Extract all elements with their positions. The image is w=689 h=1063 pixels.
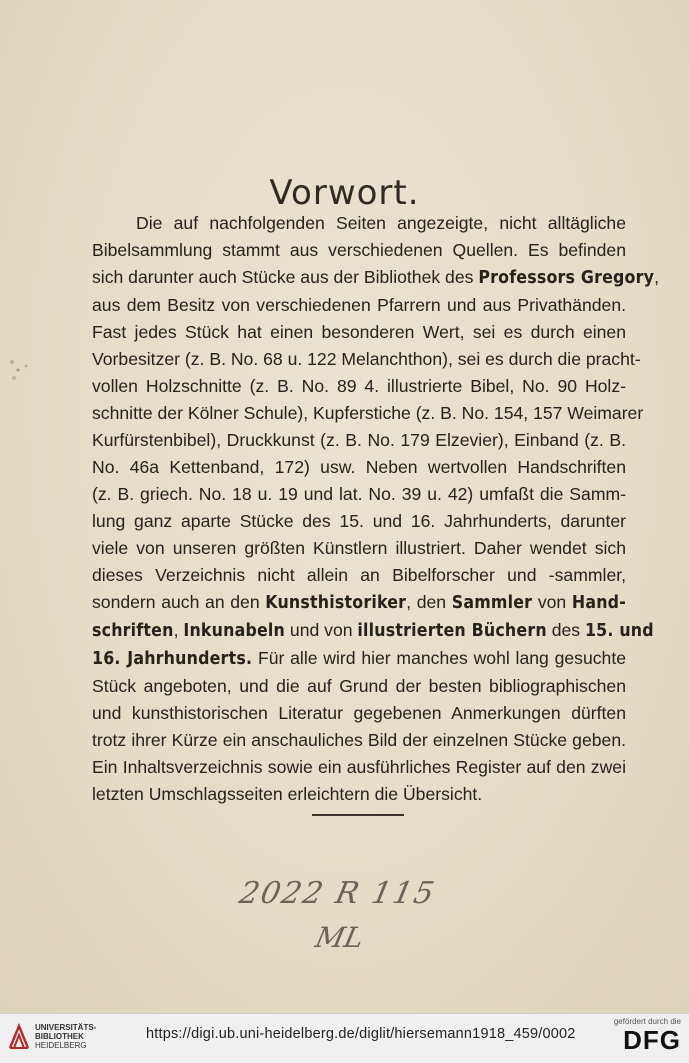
paragraph-line <box>92 427 626 454</box>
text-segment: von <box>532 592 572 612</box>
paragraph-line <box>92 346 641 373</box>
text-segment: viele von unseren größten Künstlern illustriert. Daher wendet sich <box>92 538 626 558</box>
paragraph-line <box>92 292 626 319</box>
library-logo[interactable] <box>8 1022 96 1050</box>
logo-text-line3: HEIDELBERG <box>35 1040 87 1050</box>
paragraph-line <box>92 481 626 508</box>
text-segment: schnitte der Kölner Schule), Kupferstiche (z. B. No. 154, 157 Weimarer <box>92 403 644 423</box>
paragraph-line <box>92 673 626 700</box>
viewer-footer <box>0 1013 689 1063</box>
text-segment: sich darunter auch Stücke aus der Bibliothek des <box>92 267 479 287</box>
logo-text-line2: BIBLIOTHEK <box>35 1031 84 1041</box>
ub-heidelberg-logo-icon <box>8 1022 30 1050</box>
emphasized-term: Sammler <box>451 593 533 613</box>
foreword-paragraph <box>92 210 660 808</box>
paragraph-line <box>92 535 626 562</box>
text-segment: des <box>546 620 585 640</box>
text-segment: letzten Umschlagsseiten erleichtern die Übersicht. <box>92 784 483 804</box>
text-segment: Vorbesitzer (z. B. No. 68 u. 122 Melanchthon), sei es durch die pracht- <box>92 349 641 369</box>
text-segment: , <box>654 267 660 287</box>
page-heading: Vorwort. <box>269 172 420 213</box>
paragraph-line <box>92 264 660 292</box>
emphasized-term: 16. Jahrhunderts. <box>92 649 253 669</box>
paragraph-line <box>92 454 626 481</box>
text-segment: aus dem Besitz von verschiedenen Pfarrern und aus Privathänden. <box>92 295 626 315</box>
text-segment: Kurfürstenbibel), Druckkunst (z. B. No. 179 Elzevier), Einband (z. B. <box>92 430 626 450</box>
text-segment: , den <box>406 592 452 612</box>
paragraph-line <box>92 373 626 400</box>
text-segment: und von <box>285 620 358 640</box>
text-segment: dieses Verzeichnis nicht allein an Bibelforscher und -sammler, <box>92 565 626 585</box>
permalink-url[interactable]: https://digi.ub.uni-heidelberg.de/diglit/hiersemann1918_459/0002 <box>146 1026 576 1042</box>
emphasized-term: Professors Gregory <box>478 268 655 288</box>
divider-rule <box>312 814 404 816</box>
funding-label: gefördert durch die <box>613 1017 681 1026</box>
emphasized-term: illustrierten Büchern <box>357 621 547 641</box>
paragraph-line <box>92 700 626 727</box>
text-segment: , <box>173 620 184 640</box>
emphasized-term: schriften <box>92 621 174 641</box>
shelfmark-initials: ML <box>312 921 367 954</box>
paragraph-line <box>92 562 626 589</box>
dfg-logo-icon: DFG <box>623 1025 681 1055</box>
paragraph-line <box>92 237 626 264</box>
paragraph-line <box>92 617 654 645</box>
text-segment: Für alle wird hier manches wohl lang gesuchte <box>252 648 626 668</box>
text-segment: und kunsthistorischen Literatur gegebenen Anmerkungen dürften <box>92 703 626 723</box>
emphasized-term: Inkunabeln <box>183 621 286 641</box>
text-segment: trotz ihrer Kürze ein anschauliches Bild der einzelnen Stücke geben. <box>92 730 626 750</box>
emphasized-term: 15. und <box>584 621 654 641</box>
text-segment: vollen Holzschnitte (z. B. No. 89 4. illustrierte Bibel, No. 90 Holz- <box>92 376 626 396</box>
paragraph-line <box>92 645 626 673</box>
dfg-logo[interactable] <box>614 1017 681 1054</box>
paragraph-line <box>92 210 626 237</box>
paragraph-line <box>92 319 626 346</box>
paper-stain <box>4 352 34 390</box>
emphasized-term: Kunsthistoriker <box>265 593 407 613</box>
paragraph-line <box>92 781 626 808</box>
shelfmark-number: 2022 R 115 <box>236 876 440 911</box>
paragraph-line <box>92 400 644 427</box>
text-segment: Bibelsammlung stammt aus verschiedenen Quellen. Es befinden <box>92 240 626 260</box>
text-segment: Fast jedes Stück hat einen besonderen Wert, sei es durch einen <box>92 322 626 342</box>
text-segment: lung ganz aparte Stücke des 15. und 16. Jahrhunderts, darunter <box>92 511 626 531</box>
logo-text-line1: UNIVERSITÄTS- <box>35 1022 97 1032</box>
text-segment: Ein Inhaltsverzeichnis sowie ein ausführliches Register auf den zwei <box>92 757 626 777</box>
text-segment: No. 46a Kettenband, 172) usw. Neben wertvollen Handschriften <box>92 457 626 477</box>
paragraph-line <box>92 508 626 535</box>
text-segment: Stück angeboten, und die auf Grund der besten bibliographischen <box>92 676 626 696</box>
text-segment: Die auf nachfolgenden Seiten angezeigte, nicht alltägliche <box>136 213 626 233</box>
emphasized-term: Hand- <box>571 593 626 613</box>
handwritten-shelfmark <box>236 876 460 954</box>
paragraph-line <box>92 589 626 617</box>
text-segment: sondern auch an den <box>92 592 266 612</box>
text-segment: (z. B. griech. No. 18 u. 19 und lat. No. 39 u. 42) umfaßt die Samm- <box>92 484 626 504</box>
paragraph-line <box>92 727 626 754</box>
paragraph-line <box>92 754 626 781</box>
